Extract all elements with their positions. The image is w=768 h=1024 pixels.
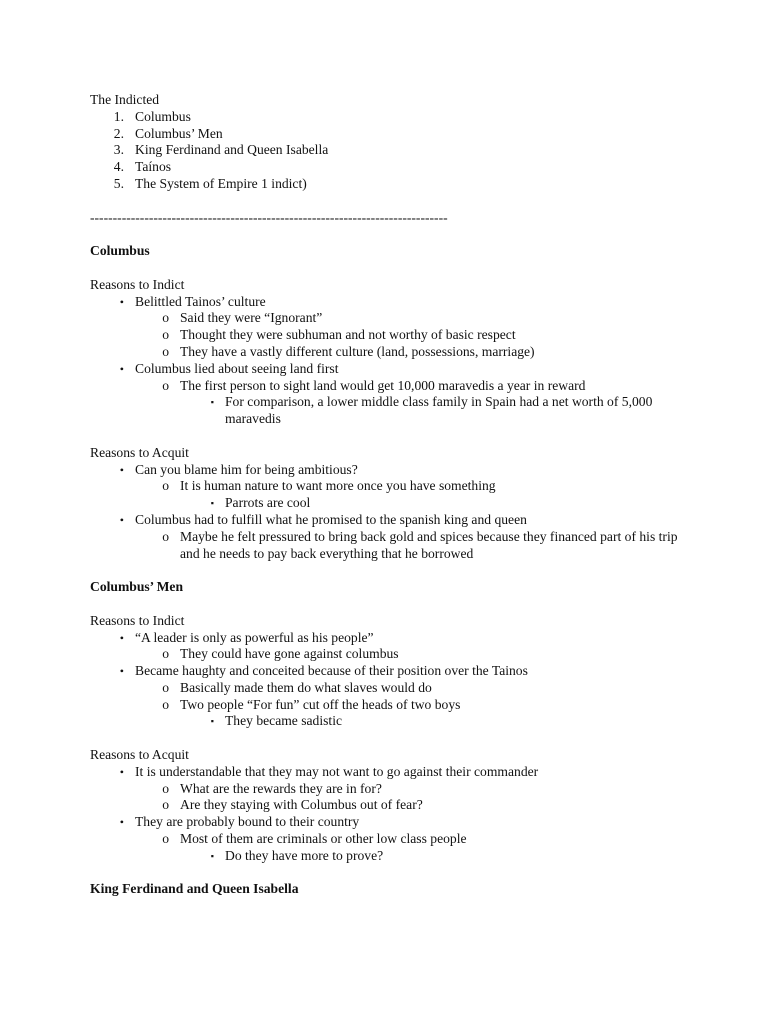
list-item: 5. The System of Empire 1 indict)	[113, 175, 307, 191]
list-item: 3. King Ferdinand and Queen Isabella	[113, 142, 329, 158]
list-item: • It is understandable that they may not want to go against their commander	[119, 763, 539, 779]
list-item: o They have a vastly different culture (land, possessions, marriage)	[162, 343, 535, 359]
list-item: • Columbus had to fulfill what he promised to the spanish king and queen	[119, 511, 527, 527]
list-item: ▪ For comparison, a lower middle class family in Spain had a net worth of 5,000 maravedis	[210, 394, 653, 427]
list-item: o Two people “For fun” cut off the heads of two boys	[162, 696, 461, 712]
list-item: 1. Columbus	[113, 108, 191, 124]
list-item: o Said they were “Ignorant”	[162, 310, 323, 326]
indict-label: Reasons to Indict	[90, 276, 185, 292]
list-item: o What are the rewards they are in for?	[162, 780, 382, 796]
list-item: o Maybe he felt pressured to bring back gold and spices because they financed part of his trip and he needs to pay back everything that he borrowed	[162, 528, 678, 561]
list-item: o Most of them are criminals or other low class people	[162, 831, 467, 847]
acquit-label: Reasons to Acquit	[90, 747, 189, 763]
list-item: o Thought they were subhuman and not worthy of basic respect	[162, 327, 516, 343]
list-item: 4. Taínos	[113, 159, 172, 175]
list-item: ▪ They became sadistic	[210, 713, 343, 729]
list-item: 2. Columbus’ Men	[113, 125, 223, 141]
list-item: o It is human nature to want more once you have something	[162, 478, 496, 494]
indicted-heading: The Indicted	[90, 92, 160, 107]
indict-label: Reasons to Indict	[90, 612, 185, 628]
list-item: o The first person to sight land would get 10,000 maravedis a year in reward	[162, 377, 586, 393]
list-item: ▪ Parrots are cool	[210, 495, 311, 511]
list-item: • Belittled Tainos’ culture	[119, 293, 266, 309]
list-item: • Became haughty and conceited because of their position over the Tainos	[119, 663, 528, 679]
acquit-label: Reasons to Acquit	[90, 444, 189, 460]
list-item: o They could have gone against columbus	[162, 646, 399, 662]
section-heading-men: Columbus’ Men	[90, 579, 184, 595]
list-item: o Are they staying with Columbus out of fear?	[162, 797, 423, 813]
indicted-list	[90, 109, 680, 193]
list-item: • They are probably bound to their country	[119, 814, 360, 830]
list-item: • Columbus lied about seeing land first	[119, 360, 339, 376]
section-divider: -------------------------------------------------------------------------------	[90, 209, 448, 225]
list-item: • “A leader is only as powerful as his people”	[119, 629, 374, 645]
section-heading-kings: King Ferdinand and Queen Isabella	[90, 881, 299, 897]
list-item: • Can you blame him for being ambitious?	[119, 461, 358, 477]
section-heading-columbus: Columbus	[90, 243, 150, 259]
document-page	[90, 92, 680, 898]
list-item: ▪ Do they have more to prove?	[210, 847, 384, 863]
list-item: o Basically made them do what slaves would do	[162, 679, 432, 695]
